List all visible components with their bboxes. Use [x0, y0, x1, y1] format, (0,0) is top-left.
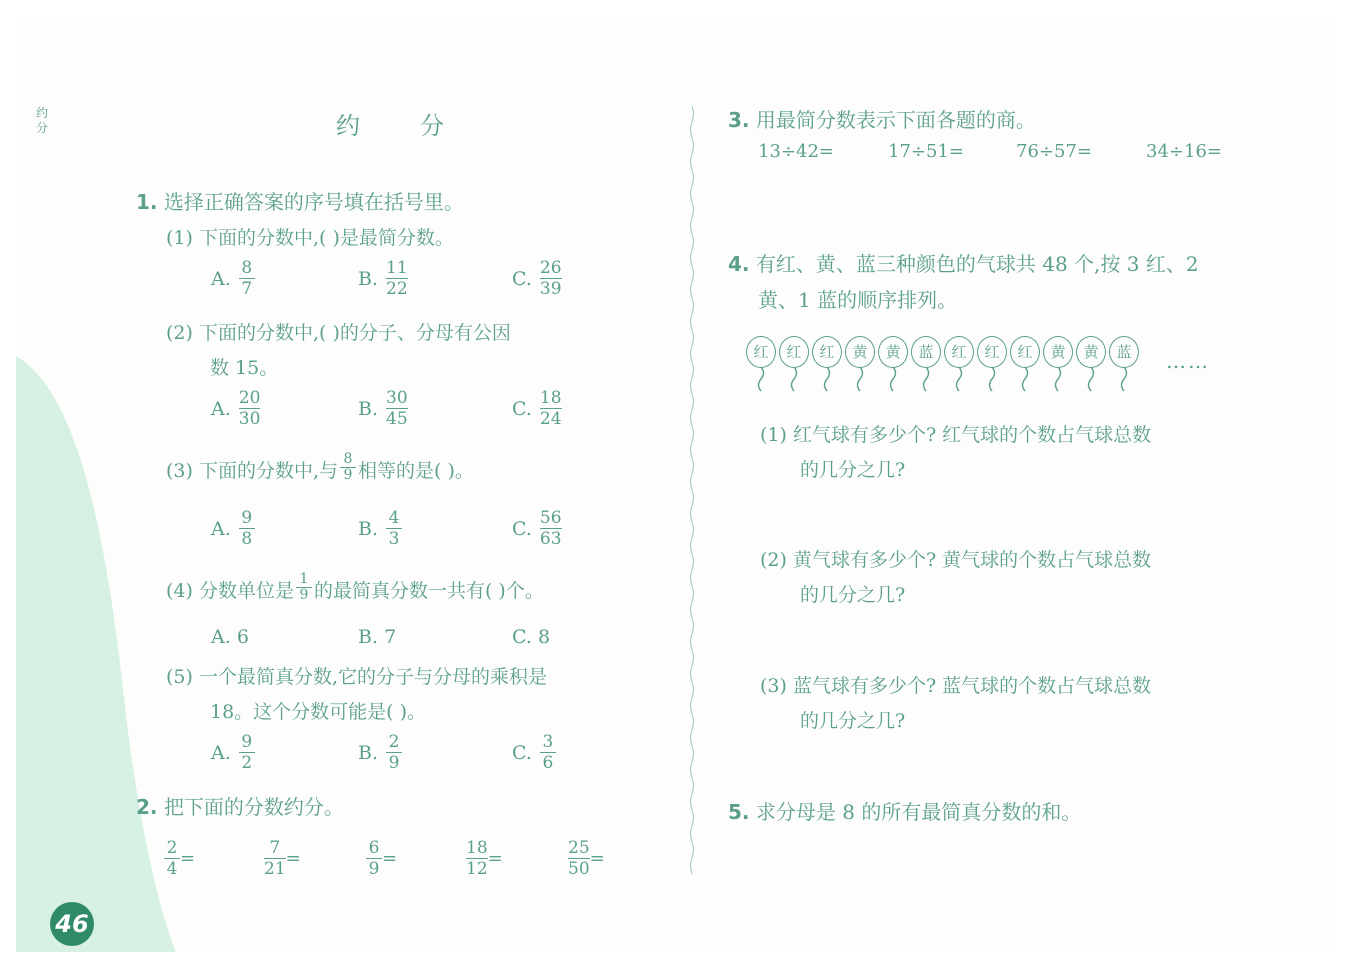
ellipsis: ……	[1166, 349, 1210, 373]
balloon	[1076, 336, 1106, 398]
balloon-string	[853, 366, 867, 396]
balloon-label: 红	[977, 336, 1007, 368]
question-text: 有红、黄、蓝三种颜色的气球共 48 个,按 3 红、2	[755, 252, 1199, 276]
division-item: 17÷51=	[888, 141, 964, 162]
question-1-part-5-line-2: 18。这个分数可能是( )。	[210, 701, 427, 723]
column-divider	[687, 106, 697, 876]
question-number: 3.	[728, 108, 750, 132]
question-2	[136, 791, 344, 820]
balloon-label: 红	[1010, 336, 1040, 368]
balloon-string	[820, 366, 834, 396]
question-1-part-1: (1) 下面的分数中,( )是最简分数。	[166, 227, 454, 249]
balloon	[812, 336, 842, 398]
balloon	[911, 336, 941, 398]
question-4-line-1	[728, 248, 1199, 277]
balloon-label: 黄	[878, 336, 908, 368]
page-number-badge: 46	[50, 902, 94, 946]
question-1	[136, 186, 464, 215]
balloon-label: 黄	[1076, 336, 1106, 368]
balloon	[779, 336, 809, 398]
reduce-item: $\frac{2}{4}$ =	[164, 838, 195, 879]
balloon-string	[1117, 366, 1131, 396]
option-c: C. $\frac{56}{63}$	[512, 508, 562, 549]
balloon	[746, 336, 776, 398]
option-a: A. $\frac{9}{8}$	[211, 508, 255, 549]
reduce-item: $\frac{25}{50}$ =	[568, 838, 605, 879]
balloon	[1010, 336, 1040, 398]
question-4-sub-3-line-1: (3) 蓝气球有多少个? 蓝气球的个数占气球总数	[760, 675, 1152, 697]
option-b: B. $\frac{2}{9}$	[358, 732, 402, 773]
balloon-string	[1051, 366, 1065, 396]
question-4-sub-2-line-1: (2) 黄气球有多少个? 黄气球的个数占气球总数	[760, 549, 1152, 571]
option-c: C. $\frac{18}{24}$	[512, 388, 562, 429]
workbook-page	[16, 16, 1334, 952]
question-1-part-4: (4) 分数单位是 $\frac{1}{9}$ 的最简真分数一共有( )个。	[166, 571, 544, 603]
option-a: A. $\frac{8}{7}$	[211, 258, 255, 299]
option-c: C. $\frac{26}{39}$	[512, 258, 562, 299]
side-tab: 约分	[36, 106, 49, 135]
option-b: B. $\frac{4}{3}$	[358, 508, 402, 549]
option-b: B. $\frac{11}{22}$	[358, 258, 408, 299]
balloon-string	[1084, 366, 1098, 396]
question-text: 用最简分数表示下面各题的商。	[755, 108, 1036, 132]
question-text: 选择正确答案的序号填在括号里。	[163, 190, 464, 214]
balloon-string	[919, 366, 933, 396]
division-item: 34÷16=	[1146, 141, 1222, 162]
option-a: A. 6	[211, 626, 249, 648]
question-number: 4.	[728, 252, 750, 276]
balloon	[944, 336, 974, 398]
question-5	[728, 796, 1081, 825]
option-b: B. 7	[358, 626, 397, 648]
question-3	[728, 104, 1036, 133]
question-text: 把下面的分数约分。	[163, 795, 344, 819]
balloon	[1043, 336, 1073, 398]
option-a: A. $\frac{20}{30}$	[211, 388, 261, 429]
balloon-label: 红	[779, 336, 809, 368]
question-4-sub-2-line-2: 的几分之几?	[800, 584, 906, 606]
balloon-string	[754, 366, 768, 396]
balloon	[977, 336, 1007, 398]
balloon	[878, 336, 908, 398]
balloon-string	[985, 366, 999, 396]
question-1-part-3: (3) 下面的分数中,与 $\frac{8}{9}$ 相等的是( )。	[166, 451, 474, 483]
balloon-label: 红	[812, 336, 842, 368]
option-b: B. $\frac{30}{45}$	[358, 388, 408, 429]
option-c: C. $\frac{3}{6}$	[512, 732, 556, 773]
question-4-sub-1-line-2: 的几分之几?	[800, 459, 906, 481]
question-1-part-2-line-1: (2) 下面的分数中,( )的分子、分母有公因	[166, 322, 511, 344]
option-a: A. $\frac{9}{2}$	[211, 732, 255, 773]
reduce-item: $\frac{7}{21}$ =	[264, 838, 301, 879]
balloon-label: 黄	[845, 336, 875, 368]
reduce-item: $\frac{6}{9}$ =	[366, 838, 397, 879]
balloon-string	[952, 366, 966, 396]
option-c: C. 8	[512, 626, 551, 648]
page-title: 约分	[336, 112, 504, 140]
question-4-sub-1-line-1: (1) 红气球有多少个? 红气球的个数占气球总数	[760, 424, 1152, 446]
balloon-label: 红	[944, 336, 974, 368]
balloon	[845, 336, 875, 398]
division-item: 13÷42=	[758, 141, 834, 162]
question-text: 求分母是 8 的所有最简真分数的和。	[755, 800, 1082, 824]
question-number: 1.	[136, 190, 158, 214]
question-4-line-2: 黄、1 蓝的顺序排列。	[758, 288, 958, 312]
balloon-label: 蓝	[1109, 336, 1139, 368]
question-number: 5.	[728, 800, 750, 824]
reduce-item: $\frac{18}{12}$ =	[466, 838, 503, 879]
balloon-label: 蓝	[911, 336, 941, 368]
division-item: 76÷57=	[1016, 141, 1092, 162]
balloon-string	[787, 366, 801, 396]
balloon-string	[1018, 366, 1032, 396]
question-4-sub-3-line-2: 的几分之几?	[800, 710, 906, 732]
question-number: 2.	[136, 795, 158, 819]
balloon-string	[886, 366, 900, 396]
balloon-label: 红	[746, 336, 776, 368]
balloon	[1109, 336, 1139, 398]
balloon-label: 黄	[1043, 336, 1073, 368]
question-1-part-2-line-2: 数 15。	[210, 357, 279, 379]
question-1-part-5-line-1: (5) 一个最简真分数,它的分子与分母的乘积是	[166, 666, 547, 688]
